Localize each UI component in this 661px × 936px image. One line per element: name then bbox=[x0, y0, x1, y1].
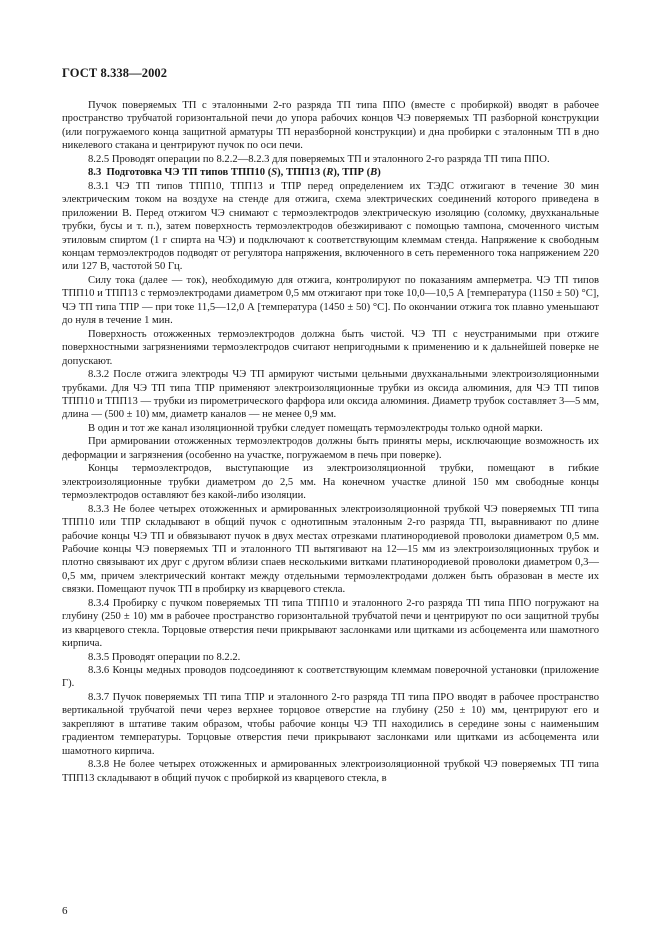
paragraph-8-3-2: 8.3.2 После отжига электроды ЧЭ ТП армируют чистыми цельными двухканальными электроизоляционными трубками. Для ЧЭ ТП типа ТПР применяют электроизоляционные трубки из оксида алюминия, для ЧЭ ТП типов ТПП10 и ТПП13 — трубки из пирометрического фарфора или оксида алюминия. Диаметр трубок составляет 3—5 мм, длина — (500 ± 10) мм, диаметр каналов — не менее 0,9 мм. bbox=[62, 369, 599, 421]
paragraph-armoring: При армировании отожженных термоэлектродов должны быть приняты меры, исключающие возможность их деформации и загрязнения (особенно на участке, погружаемом в печь при поверке). bbox=[62, 436, 599, 461]
paragraph-8-3-6: 8.3.6 Концы медных проводов подсоединяют к соответствующим клеммам поверочной установки (приложение Г). bbox=[62, 665, 599, 690]
section-title-part: ) bbox=[377, 167, 381, 179]
paragraph-8-3-7: 8.3.7 Пучок поверяемых ТП типа ТПР и эталонного 2-го разряда ТП типа ПРО вводят в рабочее пространство вертикальной трубчатой печи через верхнее торцовое отверстие на глубину (250 ± 10) мм, центрируют его и закрепляют в штативе таким образом, чтобы рабочие концы ЧЭ ТП находились в середине зоны с наименьшим градиентом температуры. Торцовые отверстия печи прикрывают заслонками или щитками из асбоцемента или шамотного кирпича. bbox=[62, 691, 599, 757]
section-number: 8.3 bbox=[88, 167, 102, 179]
section-title-s: S bbox=[271, 167, 278, 179]
section-title-b: B bbox=[370, 167, 378, 179]
section-heading-8-3 bbox=[62, 166, 599, 179]
paragraph-8-3-3: 8.3.3 Не более четырех отожженных и армированных электроизоляционной трубкой ЧЭ поверяемых ТП типа ТПП10 или ТПР складывают в общий пучок с однотипным эталонным 2-го разряда ТП, выравнивают по длине рабочие концы ЧЭ ТП и обвязывают пучок в двух местах отрезками платинородиевой проволоки диаметром 0,5 мм. Рабочие концы ЧЭ поверяемых ТП и эталонного ТП вытягивают на 12—15 мм из электроизоляционных трубок и плотно связывают их друг с другом вблизи спаев несколькими витками платинородиевой проволоки диаметром 0,3—0,5 мм, причем электрический контакт между отдельными термоэлектродами должен быть образован в месте их связки. Помещают пучок ТП в пробирку из кварцевого стекла. bbox=[62, 503, 599, 596]
section-title-part: Подготовка ЧЭ ТП типов ТПП10 ( bbox=[106, 167, 272, 179]
paragraph-8-2-5: 8.2.5 Проводят операции по 8.2.2—8.2.3 для поверяемых ТП и эталонного 2-го разряда ТП типа ППО. bbox=[88, 153, 550, 165]
paragraph-channel: В один и тот же канал изоляционной трубки следует помещать термоэлектроды только одной марки. bbox=[88, 422, 543, 434]
page-number: 6 bbox=[62, 905, 68, 917]
section-title-part: ), ТПР ( bbox=[333, 167, 371, 179]
paragraph-8-3-8: 8.3.8 Не более четырех отожженных и армированных электроизоляционной трубкой ЧЭ поверяемых ТП типа ТПП13 складывают в общий пучок с пробиркой из кварцевого стекла, в bbox=[62, 759, 599, 784]
standard-header: ГОСТ 8.338—2002 bbox=[62, 66, 168, 80]
paragraph-8-3-5: 8.3.5 Проводят операции по 8.2.2. bbox=[88, 651, 241, 663]
paragraph-surface: Поверхность отожженных термоэлектродов должна быть чистой. ЧЭ ТП с неустранимыми при отжиге поверхностными загрязнениями термоэлектродов считают непригодными к применению и к дальнейшей поверке не допускают. bbox=[62, 328, 599, 367]
document-body bbox=[62, 99, 599, 785]
paragraph-8-3-4: 8.3.4 Пробирку с пучком поверяемых ТП типа ТПП10 и эталонного 2-го разряда ТП типа ППО погружают на глубину (250 ± 10) мм в рабочее пространство горизонтальной трубчатой печи и центрируют по оси защитной трубы из кварцевого стекла. Торцовые отверстия печи прикрывают заслонками или щитками из асбоцемента или шамотного кирпича. bbox=[62, 597, 599, 650]
section-title-r: R bbox=[326, 167, 334, 179]
section-title-part: ), ТПП13 ( bbox=[277, 167, 327, 179]
paragraph-intro: Пучок поверяемых ТП с эталонными 2-го разряда ТП типа ППО (вместе с пробиркой) вводят в рабочее пространство трубчатой горизонтальной печи до упора рабочих концов ЧЭ поверяемых ТП разборной конструкции (или погружаемого конца защитной арматуры ТП неразборной конструкции) и дна пробирки с эталонным ТП в дно никелевого стакана и центрируют пучок по оси печи. bbox=[62, 100, 599, 152]
paragraph-ends: Концы термоэлектродов, выступающие из электроизоляционной трубки, помещают в гибкие электроизоляционные трубки диаметром до 2,5 мм. На конечном участке длиной 150 мм свободные концы термоэлектродов оставляют без какой-либо изоляции. bbox=[62, 463, 599, 502]
paragraph-8-3-1: 8.3.1 ЧЭ ТП типов ТПП10, ТПП13 и ТПР перед определением их ТЭДС отжигают в течение 30 мин электрическим током на воздухе на стенде для отжига, схема электрических соединений которого приведена в приложении В. Перед отжигом ЧЭ снимают с термоэлектродов электрическую изоляцию (соломку, двухканальные трубки, бусы и т. п.), затем поверхность термоэлектродов обезжиривают с помощью тампона, смоченного чистым этиловым спиртом (1 г спирта на ЧЭ) и подключают к соответствующим клеммам стенда. Напряжение к свободным концам термоэлектродов подводят от регулятора напряжения, включенного в сеть переменного тока напряжением 220 или 127 В, частотой 50 Гц. bbox=[62, 180, 599, 273]
paragraph-current: Силу тока (далее — ток), необходимую для отжига, контролируют по показаниям амперметра. ЧЭ ТП типов ТПП10 и ТПП13 с термоэлектродами диаметром 0,5 мм отжигают при токе 10,0—10,5 А [температура (1150 ± 50) °С], ЧЭ ТП типа ТПР — при токе 11,5—12,0 А [температура (1450 ± 50) °С]. По окончании отжига ток плавно уменьшают до нуля в течение 1 мин. bbox=[62, 274, 599, 327]
